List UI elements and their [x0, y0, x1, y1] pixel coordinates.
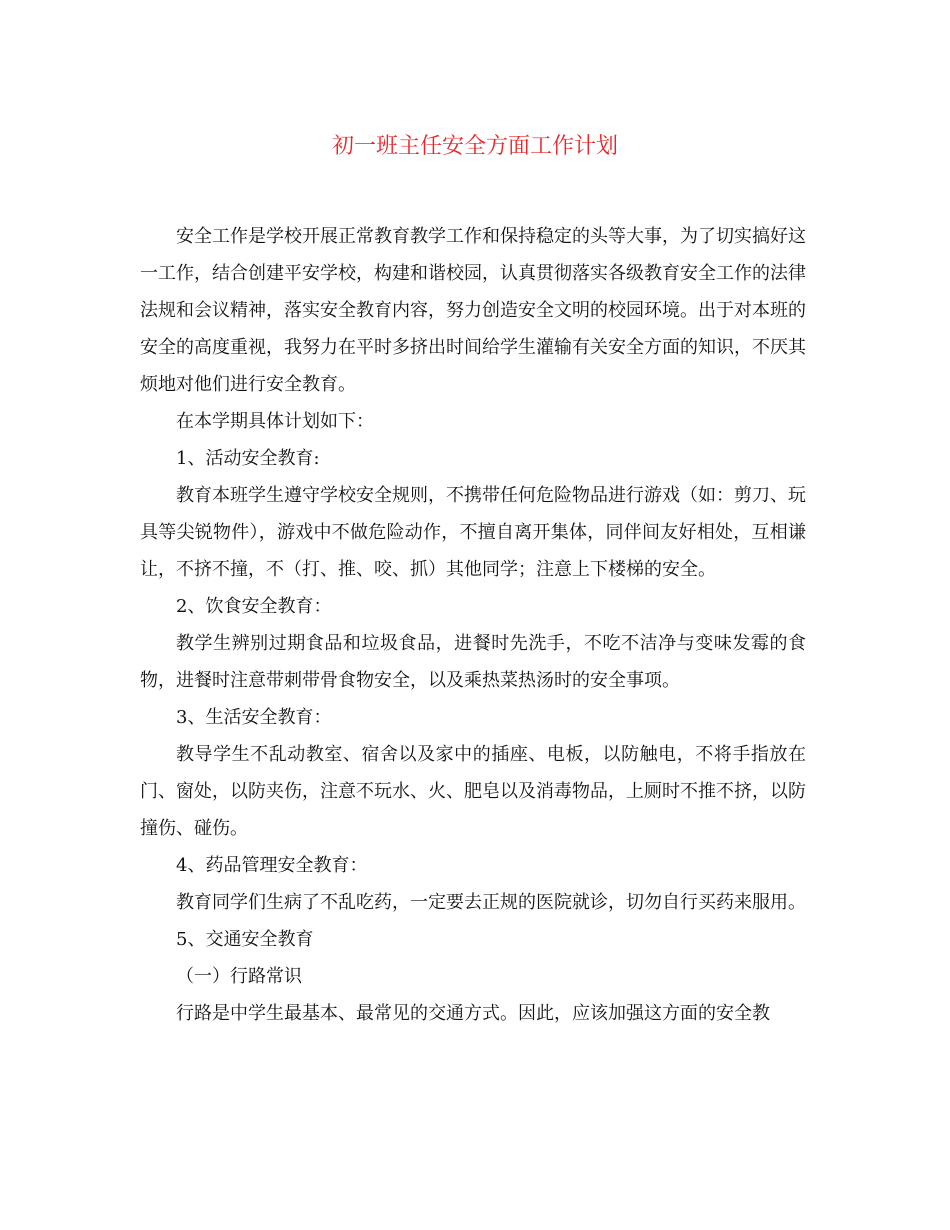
- paragraph-food-safety: 教学生辨别过期食品和垃圾食品，进餐时先洗手，不吃不洁净与变味发霉的食物，进餐时注意带刺带骨食物安全，以及乘热菜热汤时的安全事项。: [140, 633, 806, 691]
- heading-activity-safety: 1、活动安全教育:: [176, 448, 320, 469]
- heading-life-safety: 3、生活安全教育：: [176, 707, 332, 728]
- heading-food-safety: 2、饮食安全教育：: [176, 596, 332, 617]
- heading-medicine-safety: 4、药品管理安全教育：: [176, 855, 368, 876]
- heading-traffic-safety: 5、交通安全教育: [176, 929, 314, 950]
- paragraph-walking: 行路是中学生最基本、最常见的交通方式。因此，应该加强这方面的安全教: [176, 1003, 770, 1024]
- document-title: 初一班主任安全方面工作计划: [331, 134, 618, 159]
- document-body: [140, 218, 806, 1032]
- paragraph-medicine-safety: 教育同学们生病了不乱吃药，一定要去正规的医院就诊，切勿自行买药来服用。: [176, 892, 806, 913]
- paragraph-intro: 安全工作是学校开展正常教育教学工作和保持稳定的头等大事，为了切实搞好这一工作，结合创建平安学校，构建和谐校园，认真贯彻落实各级教育安全工作的法律法规和会议精神，落实安全教育内容，努力创造安全文明的校园环境。出于对本班的安全的高度重视，我努力在平时多挤出时间给学生灌输有关安全方面的知识，不厌其烦地对他们进行安全教育。: [140, 226, 806, 395]
- paragraph-plan-lead: 在本学期具体计划如下：: [176, 411, 374, 432]
- paragraph-life-safety: 教导学生不乱动教室、宿舍以及家中的插座、电板，以防触电，不将手指放在门、窗处，以防夹伤，注意不玩水、火、肥皂以及消毒物品，上厕时不推不挤，以防撞伤、碰伤。: [140, 744, 806, 839]
- paragraph-activity-safety: 教育本班学生遵守学校安全规则，不携带任何危险物品进行游戏（如：剪刀、玩具等尖锐物件），游戏中不做危险动作，不擅自离开集体，同伴间友好相处，互相谦让，不挤不撞，不（打、推、咬、抓）其他同学；注意上下楼梯的安全。: [140, 485, 806, 580]
- subheading-walking: （一）行路常识: [176, 966, 302, 987]
